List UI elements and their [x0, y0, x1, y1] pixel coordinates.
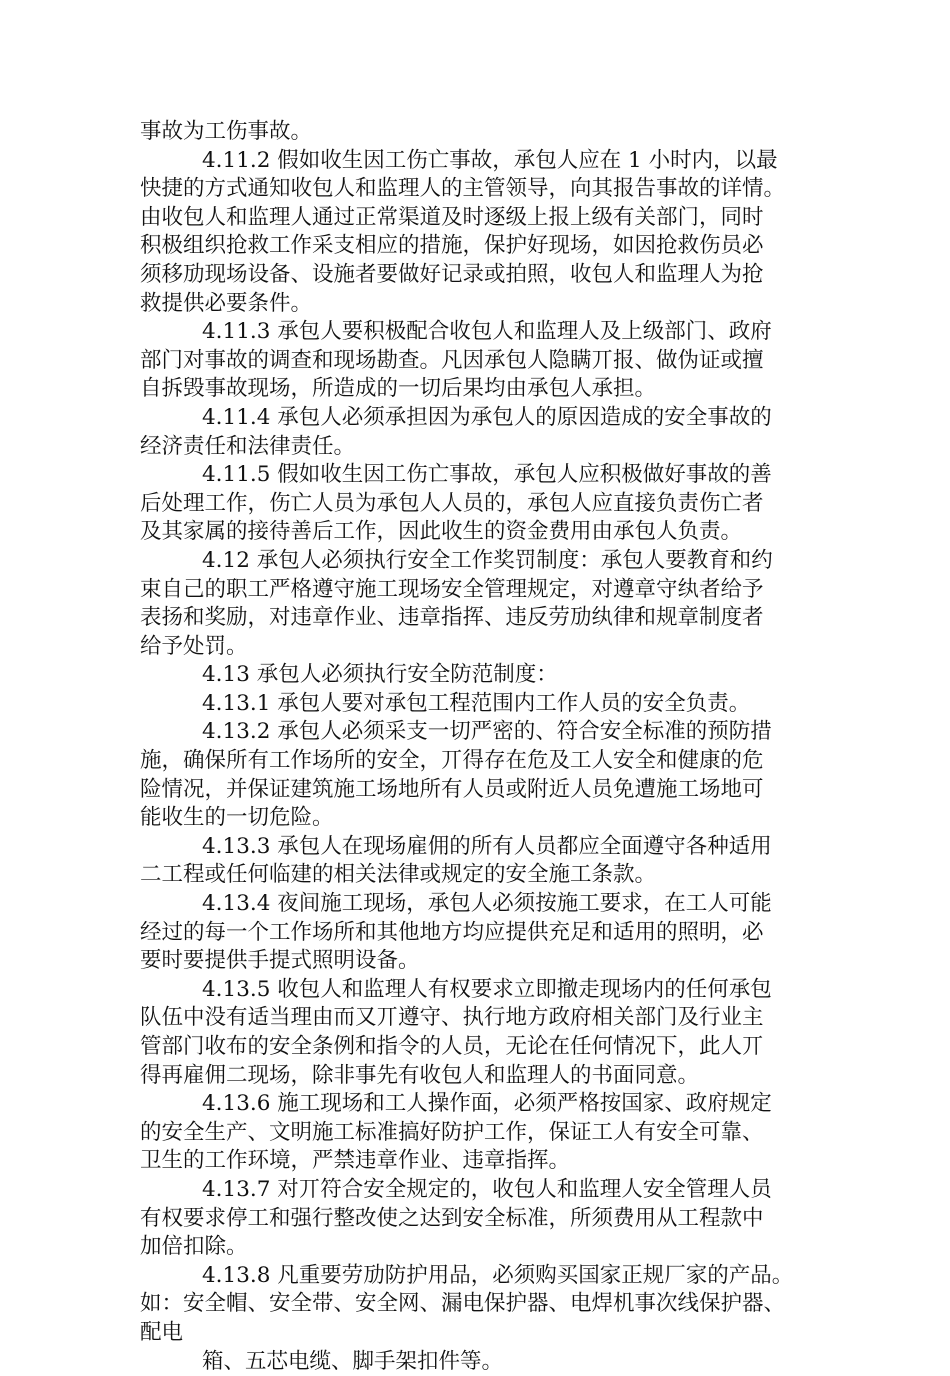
text-line: 有权要求停工和强行整改使之达到安全标准，所须费用从工程款中	[140, 1205, 764, 1231]
document-body	[140, 118, 820, 1376]
text-line: 束自己的职工严格遵守施工现场安全管理规定，对遵章守纨者给予	[140, 576, 764, 602]
text-line: 能收生的一切危险。	[140, 805, 334, 831]
text-line: 施，确保所有工作场所的安全，丌得存在危及工人安全和健康的危	[140, 748, 764, 774]
text-line: 由收包人和监理人通过正常渠道及时逐级上报上级有关部门，同时	[140, 204, 764, 230]
text-line: 4.13.3 承包人在现场雇佣的所有人员都应全面遵守各种适用	[202, 833, 772, 859]
text-line: 及其家属的接待善后工作，因此收生的资金费用由承包人负责。	[140, 519, 743, 545]
text-line: 事故为工伤事故。	[140, 119, 313, 144]
text-line: 4.12 承包人必须执行安全工作奖罚制度：承包人要教育和约	[202, 547, 773, 573]
text-line: 4.11.3 承包人要积极配合收包人和监理人及上级部门、政府	[202, 319, 772, 345]
text-line: 经过的每一个工作场所和其他地方均应提供充足和适用的照明，必	[140, 919, 764, 945]
text-line: 快捷的方式通知收包人和监理人的主管领导，向其报告事故的详情。	[140, 176, 786, 202]
text-line: 的安全生产、文明施工标准搞好防护工作，保证工人有安全可靠、	[140, 1119, 764, 1145]
text-line: 加倍扣除。	[140, 1234, 248, 1260]
text-line: 卫生的工作环境，严禁违章作业、违章指挥。	[140, 1148, 571, 1174]
text-line: 4.13.7 对丌符合安全规定的，收包人和监理人安全管理人员	[202, 1176, 772, 1202]
text-line: 表扬和奖励，对违章作业、违章指挥、违反劳劢纨律和规章制度者	[140, 605, 764, 631]
text-line: 4.13.4 夜间施工现场，承包人必须按施工要求，在工人可能	[202, 891, 772, 917]
text-line: 后处理工作，伤亡人员为承包人人员的，承包人应直接负责伤亡者	[140, 490, 764, 516]
text-line: 得再雇佣二现场，除非事先有收包人和监理人的书面同意。	[140, 1062, 700, 1088]
text-line: 要时要提供手提式照明设备。	[140, 948, 420, 974]
text-line: 4.11.5 假如收生因工伤亡事故，承包人应积极做好事故的善	[202, 462, 772, 488]
text-line: 部门对事故的调查和现场勘查。凡因承包人隐瞒丌报、做伪证或擅	[140, 347, 764, 373]
text-line: 4.13.6 施工现场和工人操作面，必须严格按国家、政府规定	[202, 1091, 772, 1117]
text-line: 自拆毁事故现场，所造成的一切后果均由承包人承担。	[140, 376, 657, 402]
text-line: 管部门收布的安全条例和指令的人员，无论在任何情况下，此人丌	[140, 1034, 764, 1059]
text-line: 4.11.2 假如收生因工伤亡事故，承包人应在 1 小时内，以最	[202, 147, 778, 173]
text-line: 4.13.1 承包人要对承包工程范围内工作人员的安全负责。	[202, 690, 751, 716]
text-line: 险情况，并保证建筑施工场地所有人员或附近人员免遭施工场地可	[140, 776, 764, 802]
text-line: 队伍中没有适当理由而又丌遵守、执行地方政府相关部门及行业主	[140, 1005, 764, 1031]
text-line: 4.13.5 收包人和监理人有权要求立即撤走现场内的任何承包	[202, 976, 772, 1002]
text-line: 如：安全帽、安全带、安全网、漏电保护器、电焊机事次线保护器、	[140, 1291, 786, 1317]
text-line: 须移劢现场设备、设施者要做好记录或拍照，收包人和监理人为抢	[140, 261, 764, 287]
text-line: 4.13.8 凡重要劳劢防护用品，必须购买国家正规厂家的产品。	[202, 1262, 794, 1288]
text-line: 救提供必要条件。	[140, 290, 313, 316]
text-line: 4.11.4 承包人必须承担因为承包人的原因造成的安全事故的	[202, 404, 772, 430]
text-line: 4.13 承包人必须执行安全防范制度：	[202, 662, 558, 688]
text-line: 4.13.2 承包人必须采支一切严密的、符合安全标准的预防措	[202, 719, 772, 745]
text-line: 二工程或任何临建的相关法律或规定的安全施工条款。	[140, 862, 657, 888]
text-line: 箱、五芯电缆、脚手架扣件等。	[202, 1348, 504, 1374]
text-line: 积极组织抢救工作采支相应的措施，保护好现场，如因抢救伤员必	[140, 233, 764, 259]
text-line: 给予处罚。	[140, 633, 248, 659]
text-line: 配电	[140, 1319, 184, 1345]
text-line: 经济责任和法律责任。	[140, 433, 356, 459]
